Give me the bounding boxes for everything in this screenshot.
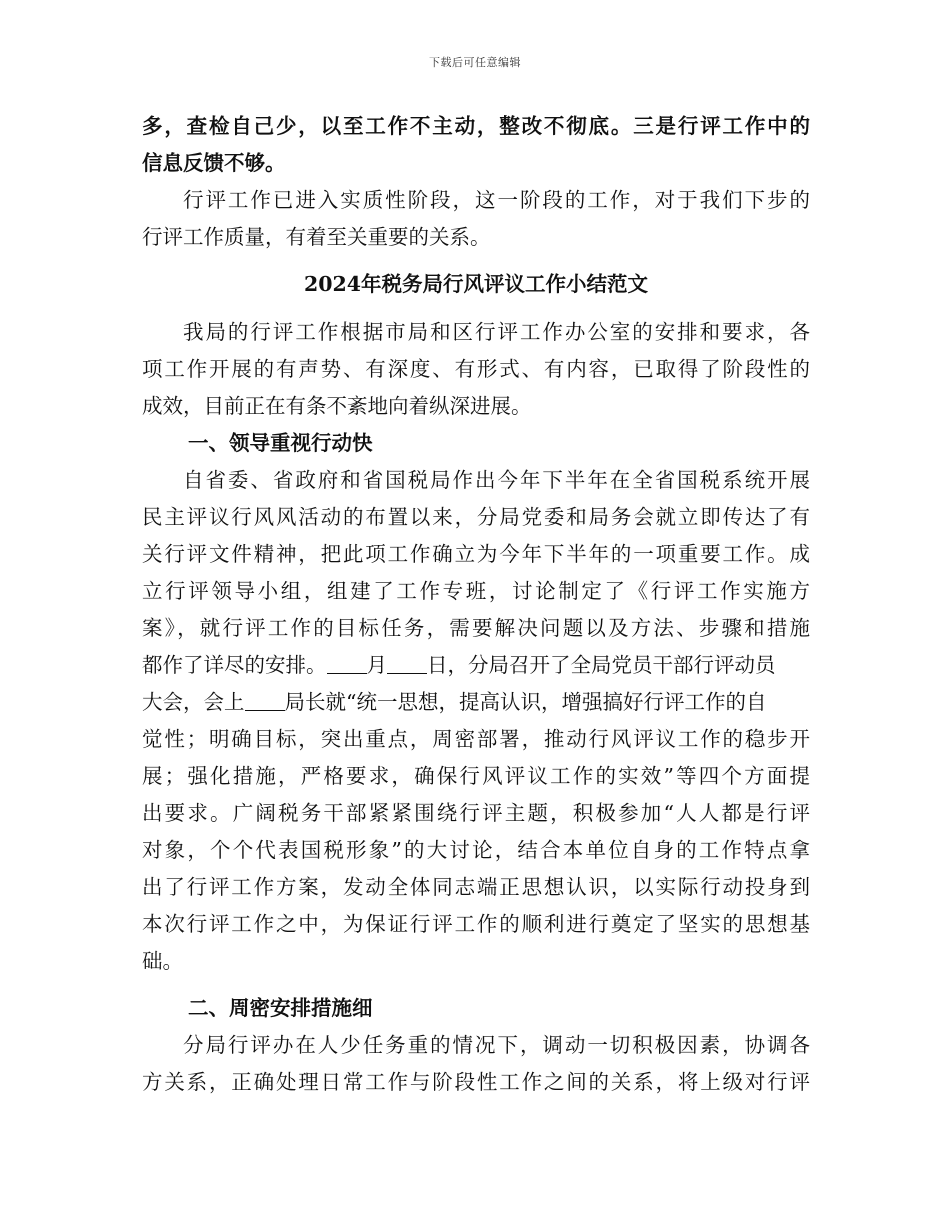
fill-in-blank: [387, 653, 427, 674]
paragraph-line: 关行评文件精神，把此项工作确立为今年下半年的一项重要工作。成: [142, 542, 810, 566]
intro-line: 信息反馈不够。: [142, 151, 286, 175]
intro-line: 多，查检自己少，以至工作不主动，整改不彻底。三是行评工作中的: [142, 114, 810, 138]
paragraph-line: 对象，个个代表国税形象”的大讨论，结合本单位自身的工作特点拿: [142, 838, 810, 862]
intro-line: 行评工作已进入实质性阶段，这一阶段的工作，对于我们下步的: [183, 188, 810, 212]
text-span: 月: [366, 653, 387, 677]
document-title: 2024年税务局行风评议工作小结范文: [303, 272, 649, 296]
paragraph-line: 我局的行评工作根据市局和区行评工作办公室的安排和要求，各: [183, 320, 810, 344]
paragraph-line: [142, 647, 810, 684]
text-span: 日，分局召开了全局党员干部行评动员: [427, 653, 776, 677]
text-span: 都作了详尽的安排。: [142, 653, 327, 677]
document-body: [142, 108, 810, 1101]
paragraph-line: 民主评议行风风活动的布置以来，分局党委和局务会就立即传达了有: [142, 505, 810, 529]
paragraph-line: 自省委、省政府和省国税局作出今年下半年在全省国税系统开展: [183, 468, 810, 492]
paragraph-line: 本次行评工作之中，为保证行评工作的顺利进行奠定了坚实的思想基: [142, 912, 810, 936]
text-span: 局长就“统一思想，提高认识，增强搞好行评工作的自: [284, 690, 767, 714]
spacer: [142, 980, 810, 990]
paragraph-line: 觉性；明确目标，突出重点，周密部署，推动行风评议工作的稳步开: [142, 727, 810, 751]
paragraph-line: 展；强化措施，严格要求，确保行风评议工作的实效”等四个方面提: [142, 764, 810, 788]
paragraph-line: 方关系，正确处理日常工作与阶段性工作之间的关系，将上级对行评: [142, 1070, 810, 1094]
fill-in-blank: [245, 690, 285, 711]
paragraph-line: 案》，就行评工作的目标任务，需要解决问题以及方法、步骤和措施: [142, 616, 810, 640]
paragraph-line: 出了行评工作方案，发动全体同志端正思想认识，以实际行动投身到: [142, 875, 810, 899]
paragraph-line: 成效，目前正在有条不紊地向着纵深进展。: [142, 394, 532, 418]
paragraph-line: 分局行评办在人少任务重的情况下，调动一切积极因素，协调各: [183, 1033, 810, 1057]
paragraph-line: 出要求。广阔税务干部紧紧围绕行评主题，积极参加“人人都是行评: [142, 801, 810, 825]
page-header: 下载后可任意编辑: [429, 56, 521, 69]
section-heading: 一、领导重视行动快: [188, 431, 373, 455]
fill-in-blank: [327, 653, 367, 674]
paragraph-line: 立行评领导小组，组建了工作专班，讨论制定了《行评工作实施方: [142, 579, 810, 603]
section-heading: 二、周密安排措施细: [188, 996, 373, 1020]
paragraph-line: [142, 684, 810, 721]
intro-line: 行评工作质量，有着至关重要的关系。: [142, 225, 491, 249]
paragraph-line: 项工作开展的有声势、有深度、有形式、有内容，已取得了阶段性的: [142, 357, 810, 381]
text-span: 大会，会上: [142, 690, 245, 714]
paragraph-line: 础。: [142, 949, 183, 973]
